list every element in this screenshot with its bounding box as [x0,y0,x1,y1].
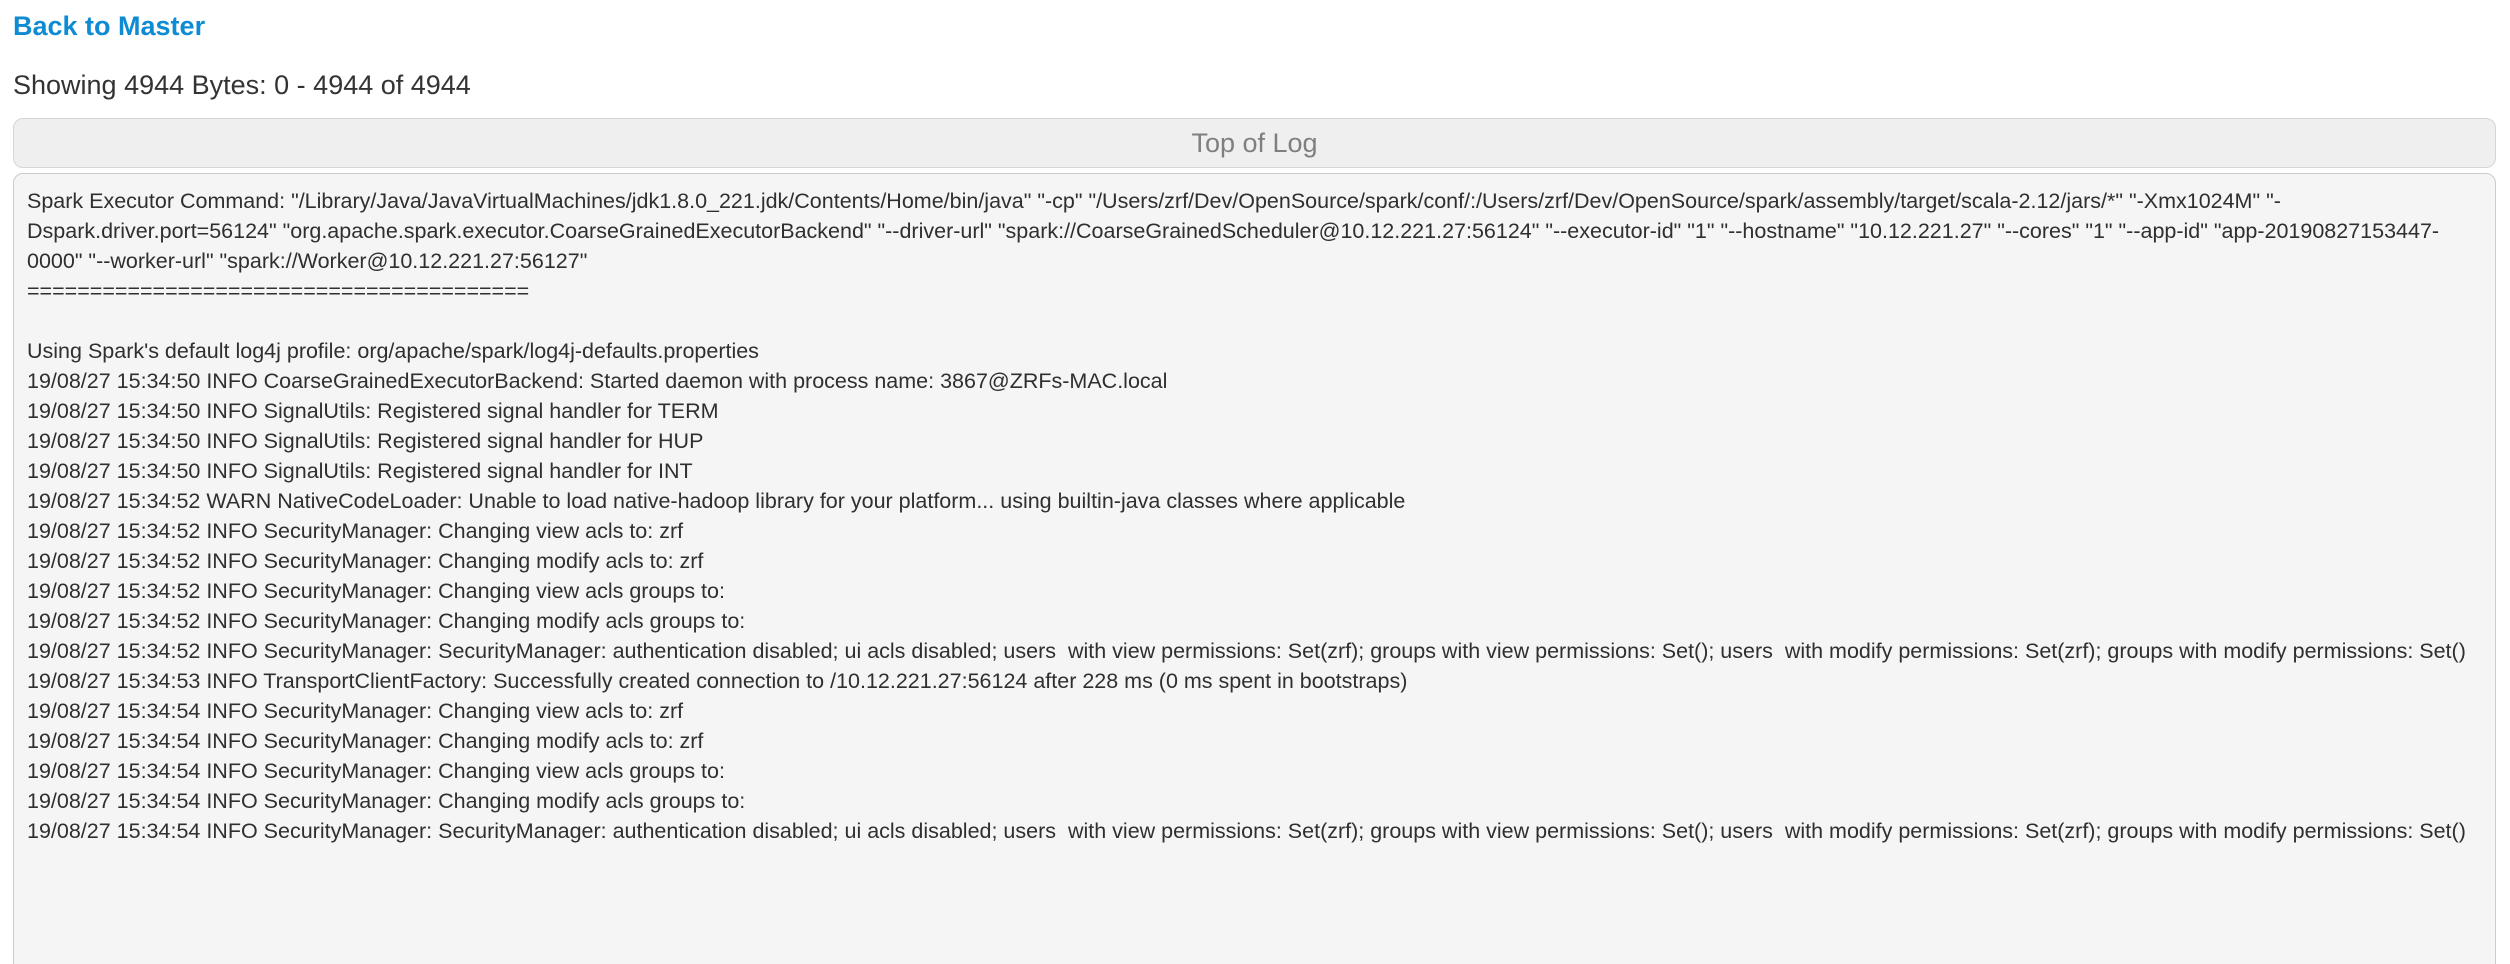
log-line: 19/08/27 15:34:54 INFO SecurityManager: Changing modify acls groups to: [27,789,746,813]
log-line: 19/08/27 15:34:54 INFO SecurityManager: Changing view acls to: zrf [27,699,684,723]
bytes-range-label: Showing 4944 Bytes: 0 - 4944 of 4944 [13,70,471,100]
log-line: 19/08/27 15:34:52 INFO SecurityManager: Changing view acls to: zrf [27,519,684,543]
log-line: Spark Executor Command: "/Library/Java/JavaVirtualMachines/jdk1.8.0_221.jdk/Contents/Home/bin/java" "-cp" "/Users/zrf/Dev/OpenSource/spark/conf/:/Users/zrf/Dev/OpenSource/spark/assembly/target/scala-2.12/jars/*" "-Xmx1024M" "-Dspark.driver.port=56124" "org.apache.spark.executor.CoarseGrainedExecutorBackend" "--driver-url" "spark://CoarseGrainedScheduler@10.12.221.27:56124" "--executor-id" "1" "--hostname" "10.12.221.27" "--cores" "1" "--app-id" "app-20190827153447-0000" "--worker-url" "spark://Worker@10.12.221.27:56127" [27,189,2440,273]
log-lines-container [27,186,2481,846]
log-line: 19/08/27 15:34:52 INFO SecurityManager: SecurityManager: authentication disabled; ui acls disabled; users with view permissions: Set(zrf); groups with view permissions: Set(); users with modify permissions: Set(zrf); groups with modify permissions: Set() [27,639,2466,663]
log-line: 19/08/27 15:34:50 INFO SignalUtils: Registered signal handler for INT [27,459,693,483]
log-line: Using Spark's default log4j profile: org/apache/spark/log4j-defaults.properties [27,339,759,363]
back-to-master-link[interactable]: Back to Master [13,11,206,41]
log-line: 19/08/27 15:34:54 INFO SecurityManager: Changing view acls groups to: [27,759,725,783]
log-line: 19/08/27 15:34:54 INFO SecurityManager: Changing modify acls to: zrf [27,729,704,753]
log-line: 19/08/27 15:34:50 INFO SignalUtils: Registered signal handler for HUP [27,429,704,453]
log-line: 19/08/27 15:34:50 INFO CoarseGrainedExecutorBackend: Started daemon with process name: 3867@ZRFs-MAC.local [27,369,1168,393]
log-line: 19/08/27 15:34:54 INFO SecurityManager: SecurityManager: authentication disabled; ui acls disabled; users with view permissions: Set(zrf); groups with view permissions: Set(); users with modify permissions: Set(zrf); groups with modify permissions: Set() [27,819,2466,843]
log-line: ======================================== [27,279,530,303]
log-line [27,306,2481,336]
log-content-area[interactable] [13,173,2496,964]
log-line: 19/08/27 15:34:52 INFO SecurityManager: Changing modify acls groups to: [27,609,746,633]
log-line: 19/08/27 15:34:52 WARN NativeCodeLoader: Unable to load native-hadoop library for your platform... using builtin-java classes where applicable [27,489,1406,513]
log-line: 19/08/27 15:34:52 INFO SecurityManager: Changing modify acls to: zrf [27,549,704,573]
top-of-log-header [13,118,2496,168]
top-of-log-label: Top of Log [1191,128,1318,158]
log-line: 19/08/27 15:34:53 INFO TransportClientFactory: Successfully created connection to /10.12.221.27:56124 after 228 ms (0 ms spent in bootstraps) [27,669,1408,693]
log-line: 19/08/27 15:34:52 INFO SecurityManager: Changing view acls groups to: [27,579,725,603]
log-line: 19/08/27 15:34:50 INFO SignalUtils: Registered signal handler for TERM [27,399,719,423]
